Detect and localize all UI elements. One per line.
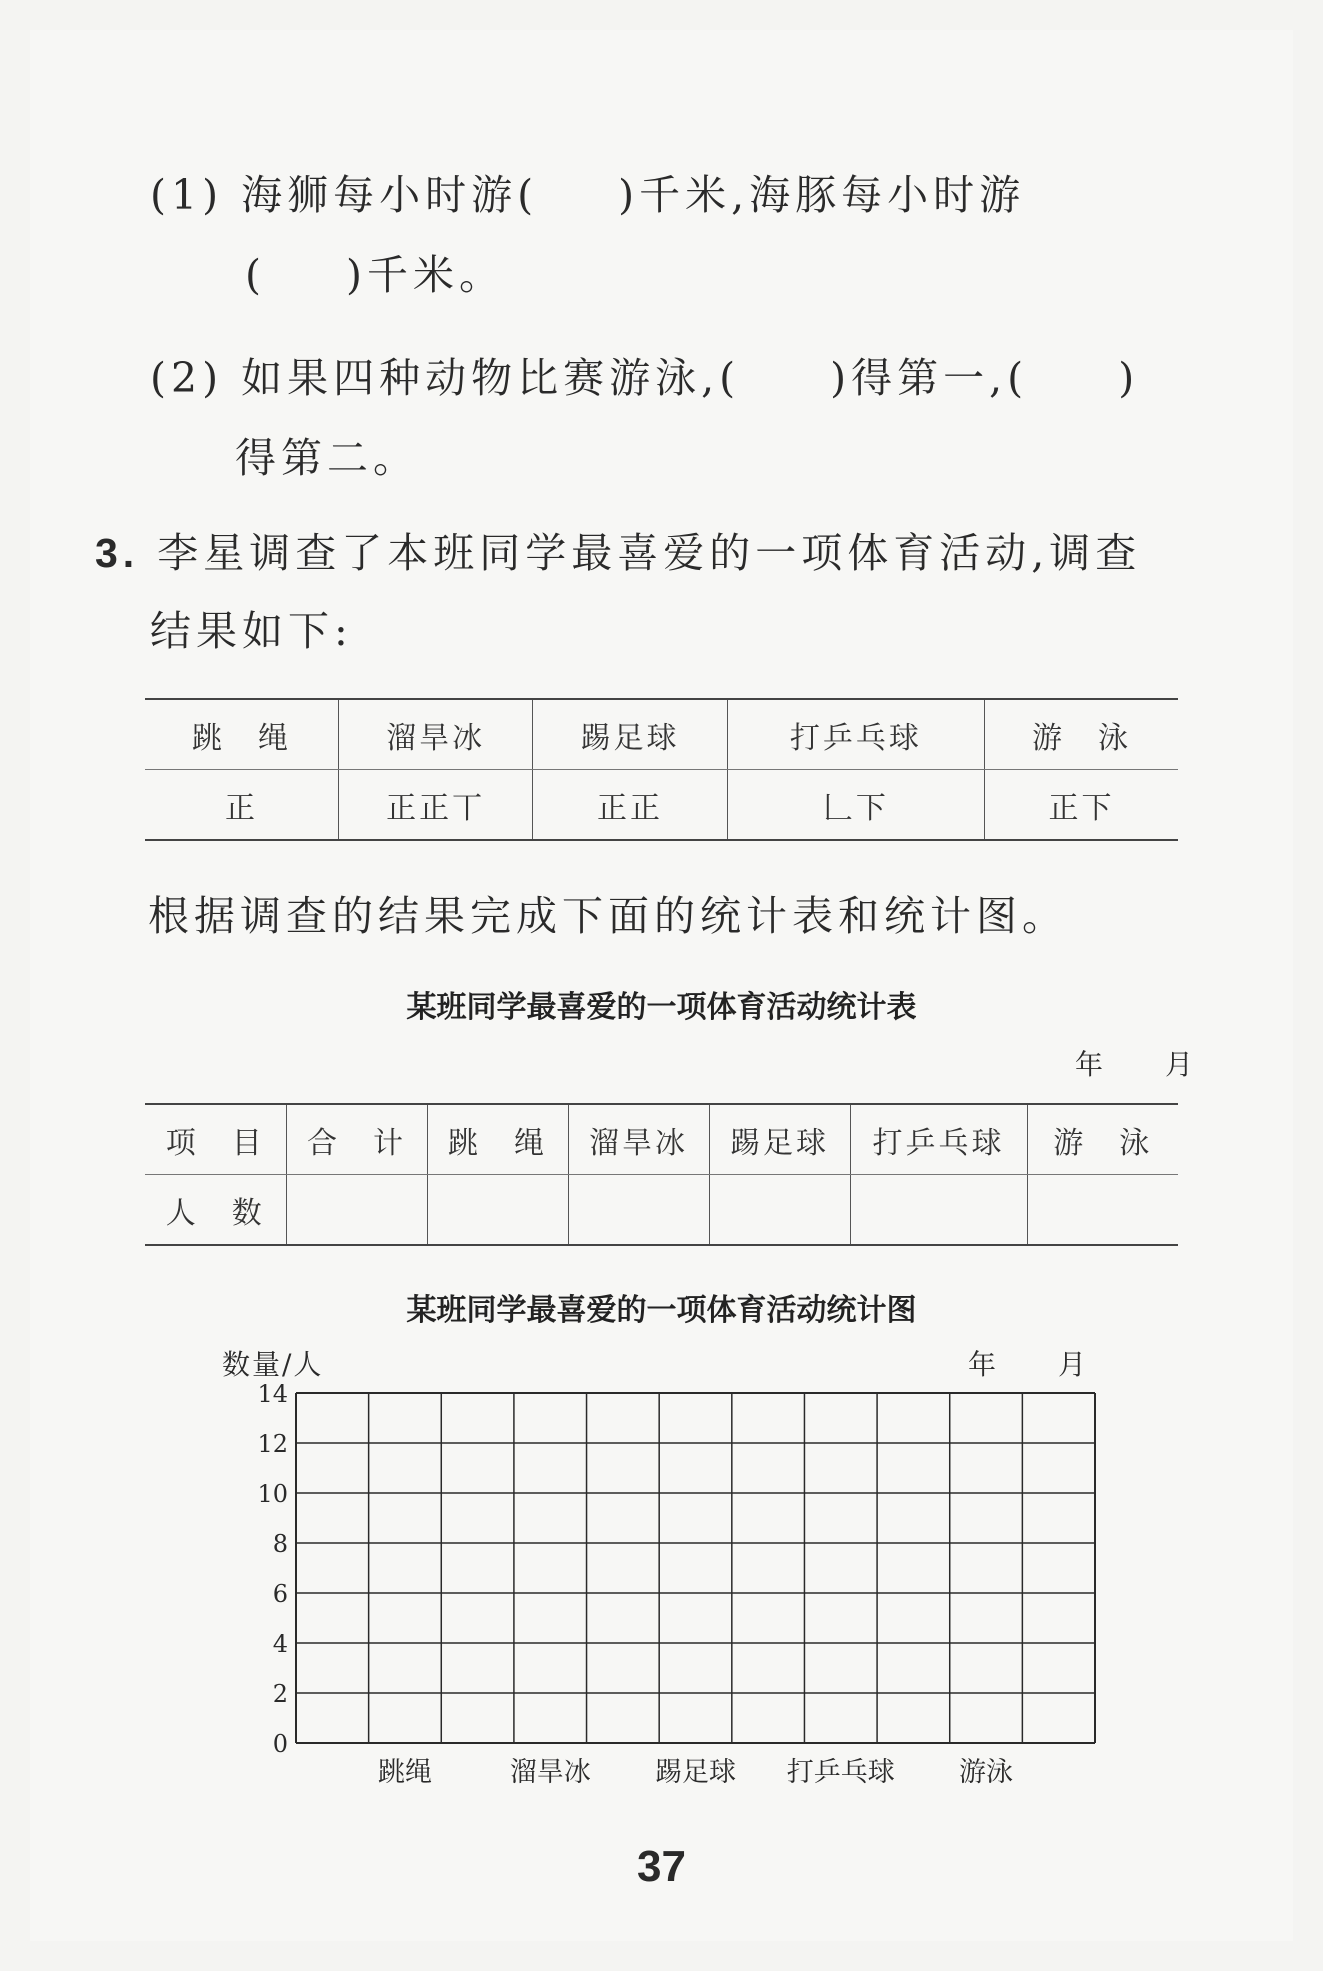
tally-mark: 正正丅: [338, 770, 532, 841]
stat-blank-cell[interactable]: [568, 1175, 709, 1246]
x-category-label: 溜旱冰: [509, 1757, 591, 1788]
x-category-label: 打乒乓球: [786, 1757, 895, 1788]
y-tick-label: 14: [257, 1380, 288, 1408]
y-tick-label: 4: [272, 1630, 288, 1658]
tally-header: 跳 绳: [145, 699, 338, 770]
tally-header-row: [145, 699, 1178, 770]
stat-blank-cell[interactable]: [850, 1175, 1027, 1246]
stat-header: 项 目: [145, 1104, 286, 1175]
stat-header: 合 计: [286, 1104, 427, 1175]
instruction: 根据调查的结果完成下面的统计表和统计图。: [148, 892, 1068, 940]
q3-text-line1: 李星调查了本班同学最喜爱的一项体育活动,调查: [157, 529, 1142, 577]
q2-text-c: ): [1118, 354, 1140, 402]
tally-mark: 正: [224, 790, 258, 826]
stat-header: 踢足球: [709, 1104, 850, 1175]
tally-header: 溜旱冰: [338, 699, 532, 770]
tally-marks-row: [145, 770, 1178, 841]
stat-header: 打乒乓球: [850, 1104, 1027, 1175]
q2-line2-text: 得第二。: [235, 434, 419, 482]
q2-label: (2): [150, 354, 224, 402]
q1-line1: [150, 162, 1025, 221]
q1-line2-open: (: [245, 251, 266, 299]
stat-count-row: [145, 1175, 1178, 1246]
q2-line1: [150, 345, 1139, 404]
q3-number: 3.: [95, 530, 140, 576]
stat-blank-cell[interactable]: [1027, 1175, 1178, 1246]
stat-table-date: 年 月: [1075, 1048, 1196, 1081]
tally-mark: 正下: [985, 770, 1178, 841]
q2-line2: [235, 425, 419, 484]
q1-text-a: 海狮每小时游(: [241, 171, 539, 219]
tally-header: 打乒乓球: [727, 699, 984, 770]
stat-row-label: 人 数: [165, 1195, 265, 1231]
x-category-label: 踢足球: [655, 1757, 736, 1788]
chart-ylabel: 数量/人: [222, 1348, 324, 1381]
x-category-label: 跳绳: [377, 1757, 432, 1788]
y-tick-label: 0: [272, 1730, 288, 1758]
tally-header: 踢足球: [533, 699, 727, 770]
stat-table-title: 某班同学最喜爱的一项体育活动统计表: [406, 990, 917, 1025]
stat-blank-cell[interactable]: [286, 1175, 427, 1246]
q1-line2: [245, 242, 505, 301]
stat-blank-cell[interactable]: [709, 1175, 850, 1246]
tally-mark: 𠃊下: [727, 770, 984, 841]
y-tick-label: 6: [272, 1580, 288, 1608]
stat-blank-cell[interactable]: [427, 1175, 568, 1246]
stat-table: [145, 1103, 1178, 1246]
stat-header: 溜旱冰: [568, 1104, 709, 1175]
q2-text-b: )得第一,(: [830, 354, 1029, 402]
q2-text-a: 如果四种动物比赛游泳,(: [241, 354, 741, 402]
tally-header: 游 泳: [985, 699, 1178, 770]
stat-header: 跳 绳: [427, 1104, 568, 1175]
q3-line2: [150, 598, 353, 657]
q1-line2-close: )千米。: [346, 251, 505, 299]
tally-table: [145, 698, 1178, 841]
y-tick-label: 2: [272, 1680, 288, 1708]
q1-text-b: )千米,海豚每小时游: [618, 171, 1026, 219]
tally-mark: 正正: [533, 770, 727, 841]
y-tick-label: 12: [257, 1430, 288, 1458]
q1-label: (1): [150, 171, 224, 219]
chart-date: 年 月: [968, 1348, 1089, 1381]
stat-header: 游 泳: [1027, 1104, 1178, 1175]
y-tick-label: 8: [272, 1530, 288, 1558]
stat-header-row: [145, 1104, 1178, 1175]
x-category-label: 游泳: [959, 1757, 1014, 1788]
chart-title: 某班同学最喜爱的一项体育活动统计图: [406, 1293, 917, 1328]
q3-line1: [95, 520, 1141, 579]
y-tick-label: 10: [257, 1480, 288, 1508]
page-number: 37: [637, 1842, 686, 1891]
q3-text-line2: 结果如下:: [150, 607, 353, 655]
